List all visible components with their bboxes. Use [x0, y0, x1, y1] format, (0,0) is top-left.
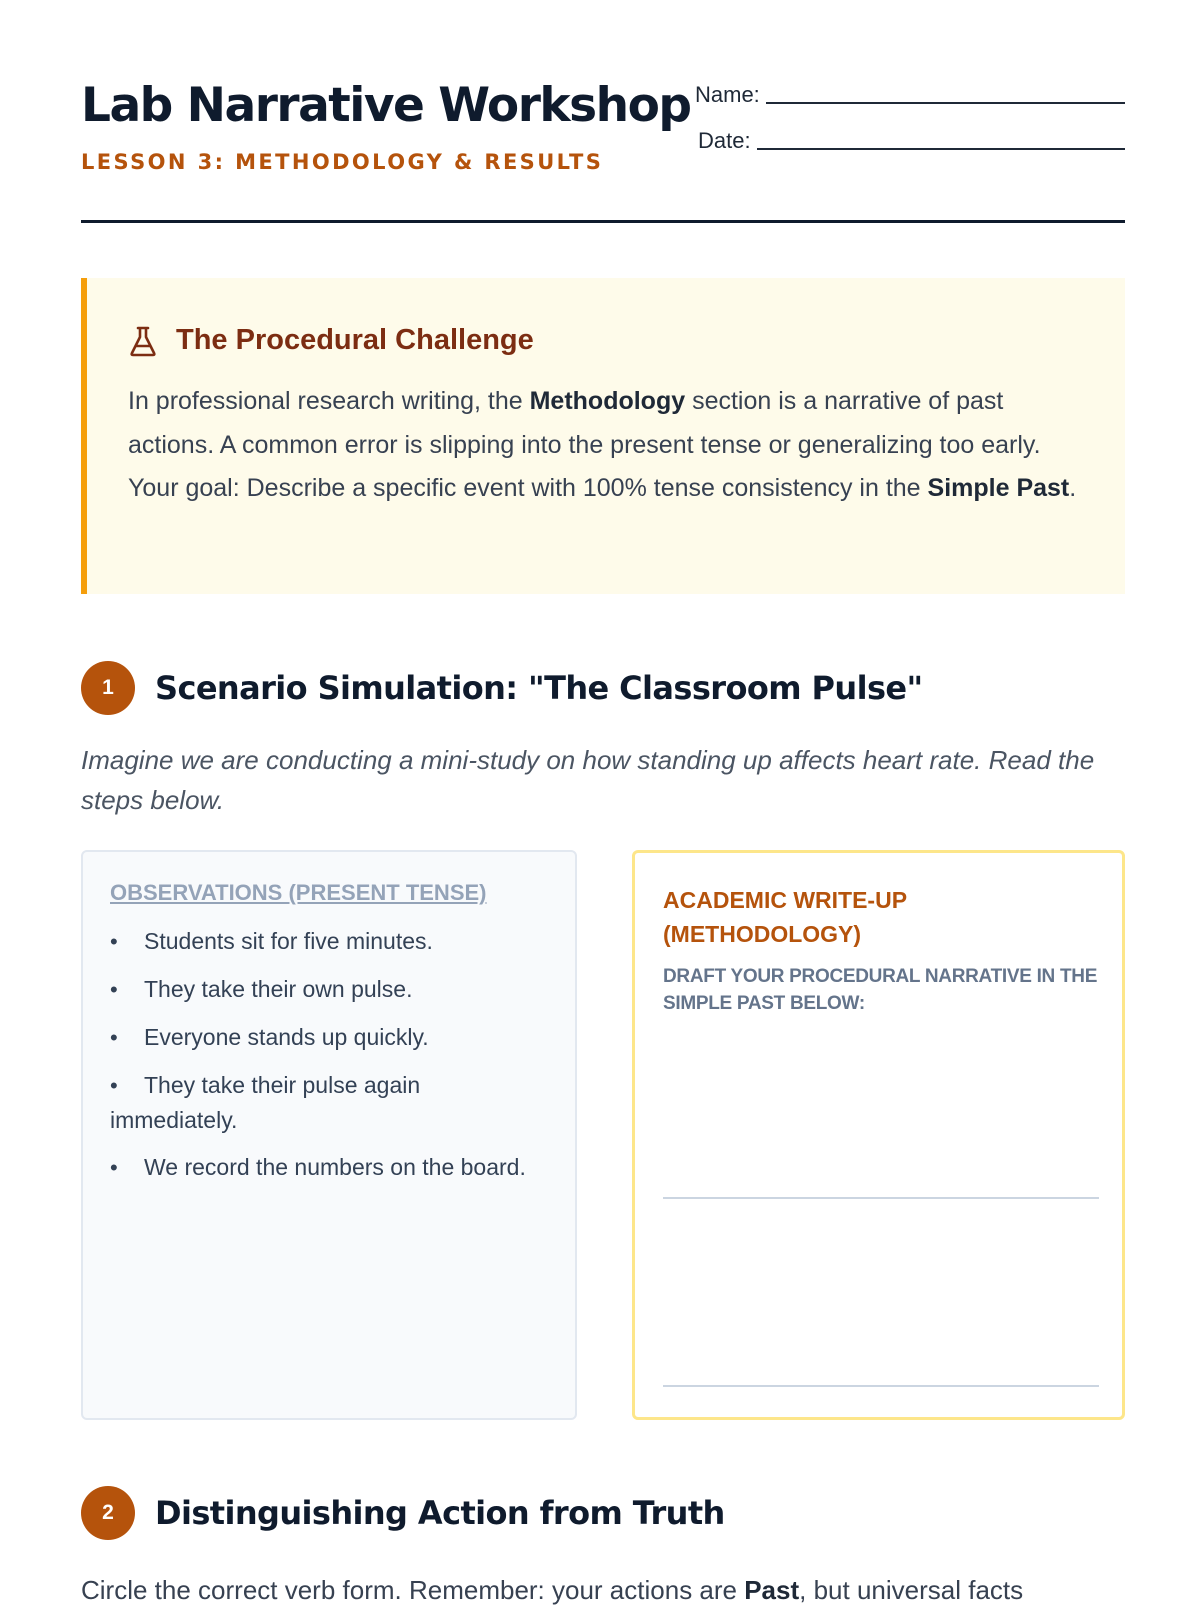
list-item: • We record the numbers on the board.	[110, 1150, 530, 1185]
name-field[interactable]	[695, 82, 1125, 108]
section-2-heading	[81, 1486, 725, 1540]
section-1-title: Scenario Simulation: "The Classroom Pulse"	[155, 669, 923, 707]
callout-text-3: .	[1069, 474, 1077, 502]
header-divider	[81, 220, 1125, 223]
procedural-challenge-callout	[81, 278, 1125, 594]
section-1-number-badge: 1	[81, 661, 135, 715]
callout-body	[128, 380, 1078, 511]
list-item: • Students sit for five minutes.	[110, 924, 530, 959]
section-1-heading	[81, 661, 923, 715]
list-item: • They take their pulse again immediately.	[110, 1068, 530, 1137]
academic-heading: ACADEMIC WRITE-UP (METHODOLOGY)	[663, 887, 907, 947]
academic-instruction: DRAFT YOUR PROCEDURAL NARRATIVE IN THE SIMPLE PAST BELOW:	[663, 966, 1098, 1014]
callout-bold-simple-past: Simple Past	[927, 474, 1070, 502]
observations-card	[81, 850, 577, 1420]
callout-text-2: section is a narrative of past actions. A common error is slipping into the present tense or generalizing too early. Your goal: Describe a specific event with 100% tense consistency in the	[128, 387, 1041, 502]
lesson-subtitle: LESSON 3: METHODOLOGY & RESULTS	[81, 150, 604, 174]
section-2-number-badge: 2	[81, 1486, 135, 1540]
list-item: • Everyone stands up quickly.	[110, 1020, 530, 1055]
date-line[interactable]	[757, 130, 1125, 150]
writing-line[interactable]	[663, 1385, 1099, 1387]
flask-icon	[128, 325, 158, 357]
page-title: Lab Narrative Workshop	[81, 78, 691, 133]
section-2-bold-past: Past	[744, 1575, 800, 1605]
callout-text-1: In professional research writing, the	[128, 387, 530, 415]
name-label: Name:	[695, 82, 760, 107]
observations-heading: OBSERVATIONS (PRESENT TENSE)	[110, 880, 487, 905]
list-item: • They take their own pulse.	[110, 972, 530, 1007]
scenario-intro: Imagine we are conducting a mini-study on how standing up affects heart rate. Read the steps below.	[81, 745, 1095, 815]
writing-line[interactable]	[663, 1197, 1099, 1199]
section-2-text-2: , but universal facts	[799, 1575, 1024, 1605]
section-2-title: Distinguishing Action from Truth	[155, 1494, 725, 1532]
academic-write-up-card	[632, 850, 1125, 1420]
callout-header	[128, 324, 534, 357]
name-line[interactable]	[766, 84, 1125, 104]
date-label: Date:	[698, 128, 751, 153]
date-field[interactable]	[698, 128, 1125, 154]
callout-bold-methodology: Methodology	[529, 387, 686, 415]
callout-title: The Procedural Challenge	[176, 324, 534, 356]
section-2-text-1: Circle the correct verb form. Remember: your actions are	[81, 1575, 745, 1605]
observations-list	[110, 924, 530, 1198]
section-2-instructions	[81, 1570, 1181, 1610]
